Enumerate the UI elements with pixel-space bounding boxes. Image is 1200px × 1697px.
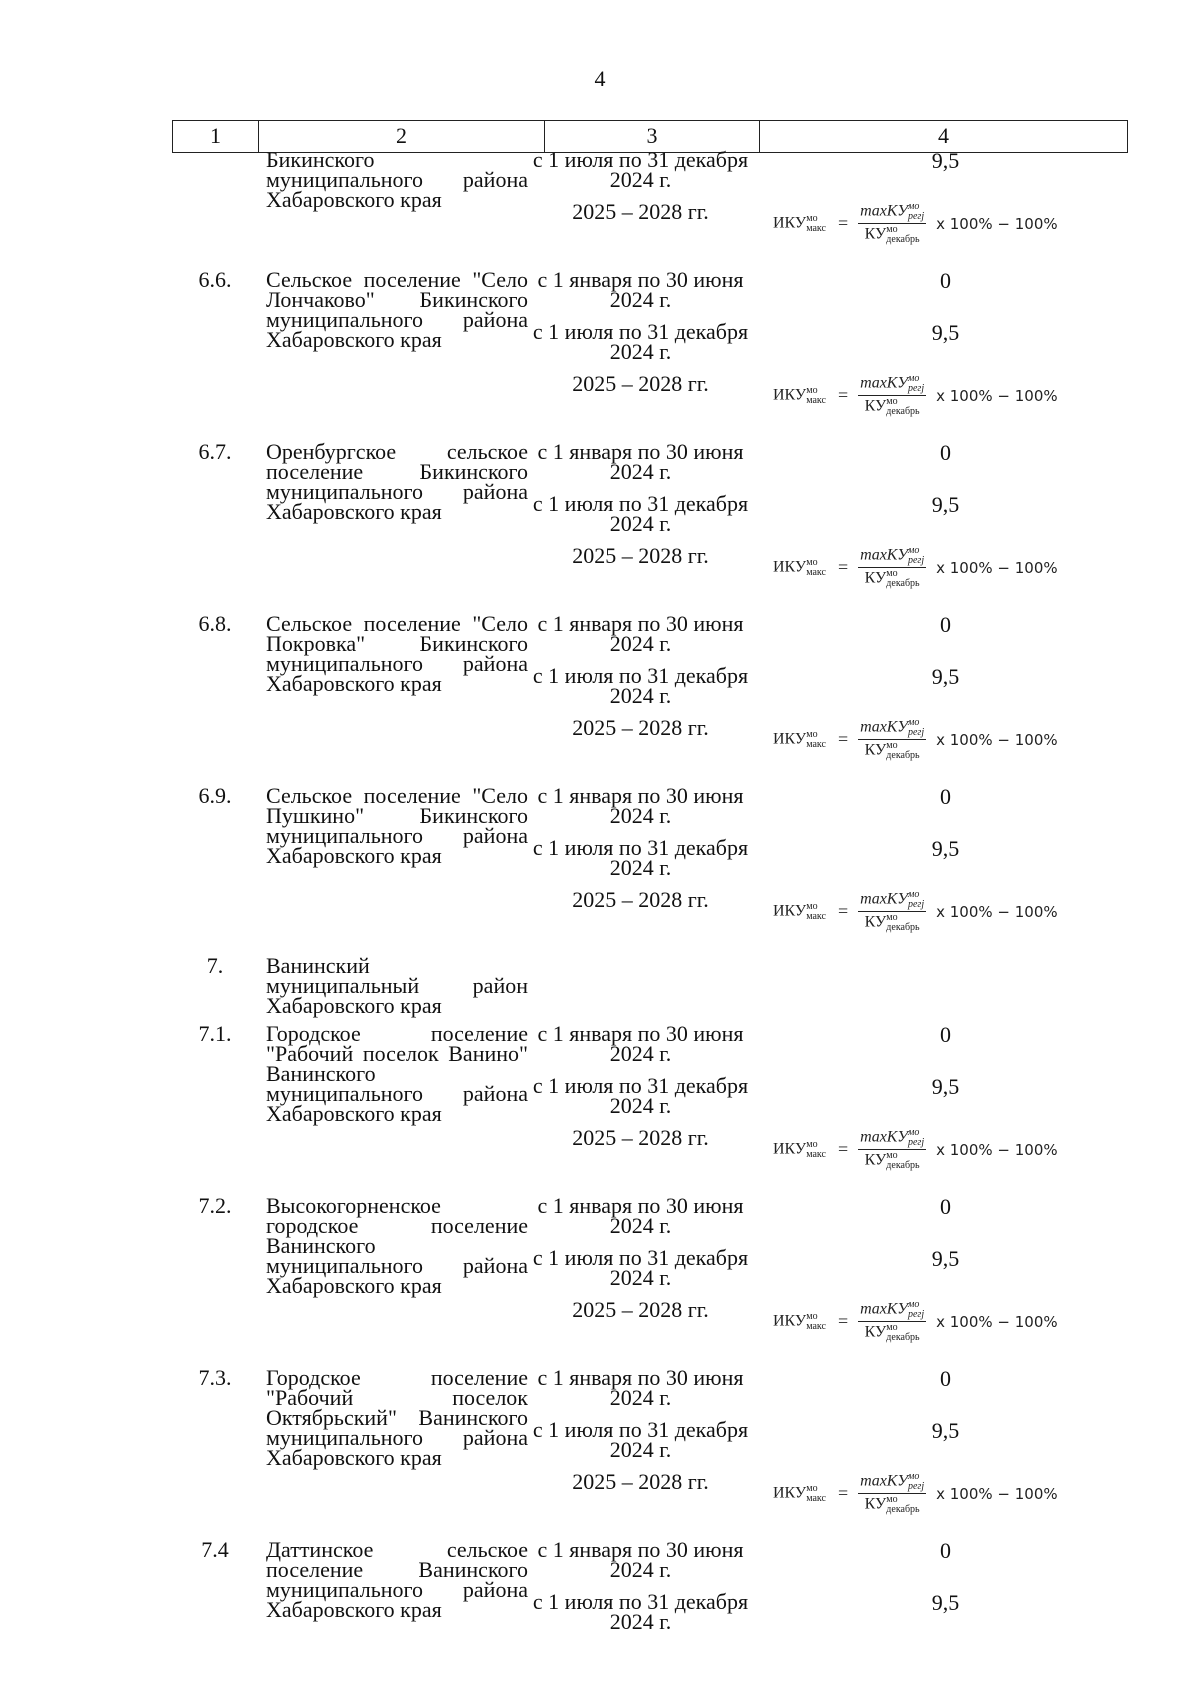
formula-num-main: КУ	[886, 202, 908, 220]
period-value: 9,5	[931, 664, 960, 689]
formula-num-sup: мо	[907, 545, 920, 556]
formula-den-sup: мо	[886, 1494, 898, 1505]
formula-den-sup: мо	[886, 912, 898, 923]
formula-lhs-indices	[806, 386, 826, 406]
formula-denominator	[865, 1150, 920, 1171]
period-value: 9,5	[931, 1418, 960, 1443]
formula-lhs	[773, 214, 826, 234]
value-formula-cell	[759, 546, 1128, 606]
formula-lhs-sup: мо	[806, 1482, 818, 1494]
formula-num-main: КУ	[886, 890, 908, 908]
formula-num-sub: регj	[907, 1481, 925, 1492]
formula-lhs-indices	[806, 1484, 826, 1504]
row-number: 6.8.	[198, 611, 232, 636]
formula-num-prefix: max	[860, 546, 887, 564]
formula-lhs-sup: мо	[806, 212, 818, 224]
formula-fraction	[858, 890, 926, 933]
formula-num-prefix: max	[860, 1472, 887, 1490]
formula-num-sub: регj	[907, 211, 925, 222]
period-value: 0	[940, 1538, 951, 1563]
formula-num-sub: регj	[907, 1137, 925, 1148]
period-text: с 1 июля по 31 декабря 2024 г.	[532, 1073, 749, 1118]
formula-lhs-sup: мо	[806, 556, 818, 568]
formula-lhs-sup: мо	[806, 900, 818, 912]
header-col-4: 4	[938, 123, 949, 148]
row-values	[759, 1368, 1128, 1532]
formula-num-main: КУ	[886, 718, 908, 736]
period-value: 9,5	[931, 836, 960, 861]
formula-num-main: КУ	[886, 1472, 908, 1490]
formula-num-main: КУ	[886, 1300, 908, 1318]
formula-den-main: КУ	[864, 913, 887, 931]
formula-num-main: КУ	[886, 1128, 908, 1146]
period-text: 2025 – 2028 гг.	[572, 371, 709, 396]
formula-den-main: КУ	[864, 1495, 887, 1513]
formula-ikumax	[773, 1472, 1058, 1515]
formula-equals: =	[837, 729, 849, 749]
formula-equals: =	[837, 557, 849, 577]
row-municipality-name: Высокогорненское городское поселение Ванинского муниципального района Хабаровского края	[266, 1193, 528, 1298]
formula-num-prefix: max	[860, 1128, 887, 1146]
table-body	[172, 147, 1128, 1644]
period-text: с 1 июля по 31 декабря 2024 г.	[532, 319, 749, 364]
formula-lhs-indices	[806, 558, 826, 578]
formula-fraction	[858, 1128, 926, 1171]
formula-lhs-indices	[806, 1140, 826, 1160]
period-value: 0	[940, 784, 951, 809]
row-municipality-name: Даттинское сельское поселение Ванинского муниципального района Хабаровского края	[266, 1537, 528, 1622]
period-value: 0	[940, 1194, 951, 1219]
value-formula-cell	[759, 1472, 1128, 1532]
formula-num-indices	[908, 1128, 924, 1148]
period-value: 0	[940, 440, 951, 465]
table-row	[172, 1021, 1128, 1188]
formula-denominator	[865, 1494, 920, 1515]
table-row	[172, 1193, 1128, 1360]
formula-den-sub: декабрь	[886, 234, 920, 245]
formula-lhs-main: ИКУ	[773, 902, 807, 920]
period-value: 9,5	[931, 1590, 960, 1615]
value-formula-cell	[759, 1300, 1128, 1360]
row-periods	[528, 611, 759, 778]
formula-fraction	[858, 202, 926, 245]
formula-lhs	[773, 386, 826, 406]
row-municipality-name: Ванинский муниципальный район Хабаровского края	[266, 953, 528, 1018]
row-periods	[528, 1193, 759, 1360]
row-number: 7.1.	[198, 1021, 232, 1046]
formula-tail: x 100% − 100%	[936, 1140, 1058, 1159]
formula-den-sup: мо	[886, 224, 898, 235]
row-number: 6.6.	[198, 267, 232, 292]
table-row	[172, 439, 1128, 606]
table-row	[172, 1537, 1128, 1644]
formula-ikumax	[773, 718, 1058, 761]
period-text: 2025 – 2028 гг.	[572, 199, 709, 224]
formula-denominator	[865, 912, 920, 933]
row-periods	[528, 1537, 759, 1644]
formula-den-indices	[886, 225, 919, 245]
row-periods	[528, 956, 759, 1016]
period-text: с 1 января по 30 июня 2024 г.	[537, 1365, 744, 1410]
formula-den-sub: декабрь	[886, 1332, 920, 1343]
period-text: с 1 июля по 31 декабря 2024 г.	[532, 1417, 749, 1462]
row-municipality-name: Бикинского муниципального района Хабаровского края	[266, 147, 528, 212]
row-values	[759, 1196, 1128, 1360]
period-text: с 1 июля по 31 декабря 2024 г.	[532, 663, 749, 708]
header-col-1: 1	[173, 121, 259, 152]
formula-lhs-indices	[806, 730, 826, 750]
formula-num-indices	[908, 1472, 924, 1492]
formula-numerator	[858, 546, 926, 567]
table-row	[172, 147, 1128, 262]
formula-num-indices	[908, 890, 924, 910]
formula-lhs-sub: макс	[806, 1148, 826, 1160]
formula-tail: x 100% − 100%	[936, 1312, 1058, 1331]
formula-numerator	[858, 1128, 926, 1149]
formula-num-sup: мо	[907, 1299, 920, 1310]
formula-num-indices	[908, 374, 924, 394]
formula-den-sub: декабрь	[886, 1160, 920, 1171]
formula-lhs-main: ИКУ	[773, 1312, 807, 1330]
formula-lhs-main: ИКУ	[773, 558, 807, 576]
formula-num-indices	[908, 546, 924, 566]
formula-lhs-indices	[806, 214, 826, 234]
formula-num-indices	[908, 1300, 924, 1320]
period-text: 2025 – 2028 гг.	[572, 715, 709, 740]
period-value: 9,5	[931, 1246, 960, 1271]
formula-ikumax	[773, 1128, 1058, 1171]
formula-lhs-sup: мо	[806, 728, 818, 740]
row-municipality-name: Сельское поселение "Село Покровка" Бикинского муниципального района Хабаровского края	[266, 611, 528, 696]
formula-lhs-main: ИКУ	[773, 1484, 807, 1502]
formula-den-indices	[886, 741, 919, 761]
row-number: 7.4	[201, 1537, 229, 1562]
formula-den-sub: декабрь	[886, 750, 920, 761]
formula-den-sub: декабрь	[886, 922, 920, 933]
formula-num-main: КУ	[886, 374, 908, 392]
row-number: 7.3.	[198, 1365, 232, 1390]
formula-den-sub: декабрь	[886, 578, 920, 589]
formula-den-sup: мо	[886, 740, 898, 751]
formula-den-indices	[886, 569, 919, 589]
formula-tail: x 100% − 100%	[936, 386, 1058, 405]
formula-den-indices	[886, 1151, 919, 1171]
period-text: с 1 января по 30 июня 2024 г.	[537, 1193, 744, 1238]
formula-den-indices	[886, 1323, 919, 1343]
formula-lhs-sub: макс	[806, 566, 826, 578]
formula-lhs	[773, 1484, 826, 1504]
period-text: с 1 января по 30 июня 2024 г.	[537, 1537, 744, 1582]
formula-num-sup: мо	[907, 889, 920, 900]
formula-ikumax	[773, 890, 1058, 933]
formula-numerator	[858, 1300, 926, 1321]
formula-num-sup: мо	[907, 1471, 920, 1482]
row-values	[759, 150, 1128, 262]
formula-num-prefix: max	[860, 374, 887, 392]
formula-num-sub: регj	[907, 899, 925, 910]
formula-lhs-sup: мо	[806, 1138, 818, 1150]
formula-fraction	[858, 718, 926, 761]
formula-lhs-sup: мо	[806, 384, 818, 396]
value-formula-cell	[759, 890, 1128, 950]
formula-num-prefix: max	[860, 1300, 887, 1318]
formula-denominator	[865, 396, 920, 417]
formula-tail: x 100% − 100%	[936, 730, 1058, 749]
formula-lhs	[773, 730, 826, 750]
formula-lhs-main: ИКУ	[773, 386, 807, 404]
formula-den-main: КУ	[864, 225, 887, 243]
formula-lhs	[773, 902, 826, 922]
formula-num-sub: регj	[907, 727, 925, 738]
formula-den-main: КУ	[864, 1323, 887, 1341]
formula-equals: =	[837, 1311, 849, 1331]
period-value: 9,5	[931, 1074, 960, 1099]
period-text: с 1 января по 30 июня 2024 г.	[537, 1021, 744, 1066]
table-row	[172, 267, 1128, 434]
formula-den-main: КУ	[864, 569, 887, 587]
period-text: с 1 января по 30 июня 2024 г.	[537, 783, 744, 828]
row-periods	[528, 147, 759, 262]
value-formula-cell	[759, 202, 1128, 262]
period-text: с 1 января по 30 июня 2024 г.	[537, 611, 744, 656]
row-periods	[528, 267, 759, 434]
formula-ikumax	[773, 1300, 1058, 1343]
row-number: 6.7.	[198, 439, 232, 464]
row-municipality-name: Сельское поселение "Село Лончаково" Бикинского муниципального района Хабаровского края	[266, 267, 528, 352]
formula-equals: =	[837, 1139, 849, 1159]
row-municipality-name: Городское поселение "Рабочий поселок Октябрьский" Ванинского муниципального района Хабаровского края	[266, 1365, 528, 1470]
period-value: 0	[940, 268, 951, 293]
formula-lhs-sub: макс	[806, 1320, 826, 1332]
formula-numerator	[858, 718, 926, 739]
formula-lhs	[773, 1312, 826, 1332]
period-text: 2025 – 2028 гг.	[572, 1125, 709, 1150]
formula-lhs-sup: мо	[806, 1310, 818, 1322]
formula-num-indices	[908, 718, 924, 738]
period-value: 0	[940, 1022, 951, 1047]
formula-lhs-sub: макс	[806, 222, 826, 234]
period-text: 2025 – 2028 гг.	[572, 543, 709, 568]
period-text: с 1 января по 30 июня 2024 г.	[537, 267, 744, 312]
formula-fraction	[858, 546, 926, 589]
formula-den-sup: мо	[886, 1150, 898, 1161]
table-row	[172, 953, 1128, 1018]
formula-equals: =	[837, 901, 849, 921]
formula-den-indices	[886, 1495, 919, 1515]
value-formula-cell	[759, 374, 1128, 434]
formula-den-main: КУ	[864, 1151, 887, 1169]
formula-num-sub: регj	[907, 555, 925, 566]
formula-num-sub: регj	[907, 383, 925, 394]
formula-num-indices	[908, 202, 924, 222]
formula-num-prefix: max	[860, 890, 887, 908]
row-values	[759, 270, 1128, 434]
formula-fraction	[858, 374, 926, 417]
period-text: 2025 – 2028 гг.	[572, 1297, 709, 1322]
formula-ikumax	[773, 546, 1058, 589]
row-periods	[528, 439, 759, 606]
row-municipality-name: Оренбургское сельское поселение Бикинского муниципального района Хабаровского края	[266, 439, 528, 524]
period-value: 0	[940, 612, 951, 637]
formula-denominator	[865, 568, 920, 589]
formula-lhs-sub: макс	[806, 910, 826, 922]
row-values	[759, 1540, 1128, 1644]
row-periods	[528, 1365, 759, 1532]
period-text: с 1 июля по 31 декабря 2024 г.	[532, 147, 749, 192]
formula-den-sup: мо	[886, 396, 898, 407]
row-values	[759, 786, 1128, 950]
formula-den-sup: мо	[886, 568, 898, 579]
formula-num-main: КУ	[886, 546, 908, 564]
row-number: 6.9.	[198, 783, 232, 808]
formula-lhs-sub: макс	[806, 1492, 826, 1504]
formula-num-sup: мо	[907, 1127, 920, 1138]
formula-num-prefix: max	[860, 718, 887, 736]
formula-equals: =	[837, 213, 849, 233]
formula-denominator	[865, 1322, 920, 1343]
formula-num-sup: мо	[907, 717, 920, 728]
row-periods	[528, 783, 759, 950]
period-text: с 1 июля по 31 декабря 2024 г.	[532, 491, 749, 536]
formula-den-sub: декабрь	[886, 1504, 920, 1515]
period-text: с 1 января по 30 июня 2024 г.	[537, 439, 744, 484]
value-formula-cell	[759, 1128, 1128, 1188]
formula-denominator	[865, 224, 920, 245]
formula-den-indices	[886, 913, 919, 933]
formula-numerator	[858, 202, 926, 223]
formula-tail: x 100% − 100%	[936, 558, 1058, 577]
period-text: 2025 – 2028 гг.	[572, 887, 709, 912]
formula-fraction	[858, 1300, 926, 1343]
period-value: 0	[940, 1366, 951, 1391]
formula-ikumax	[773, 202, 1058, 245]
formula-tail: x 100% − 100%	[936, 902, 1058, 921]
formula-numerator	[858, 374, 926, 395]
formula-lhs-indices	[806, 902, 826, 922]
row-number: 7.	[206, 953, 224, 978]
formula-den-sup: мо	[886, 1322, 898, 1333]
period-value: 9,5	[931, 148, 960, 173]
period-text: с 1 июля по 31 декабря 2024 г.	[532, 1589, 749, 1634]
formula-lhs-sub: макс	[806, 394, 826, 406]
value-formula-cell	[759, 718, 1128, 778]
formula-equals: =	[837, 1483, 849, 1503]
row-municipality-name: Сельское поселение "Село Пушкино" Бикинского муниципального района Хабаровского края	[266, 783, 528, 868]
formula-lhs-sub: макс	[806, 738, 826, 750]
row-periods	[528, 1021, 759, 1188]
formula-lhs-main: ИКУ	[773, 730, 807, 748]
period-text: с 1 июля по 31 декабря 2024 г.	[532, 1245, 749, 1290]
formula-denominator	[865, 740, 920, 761]
table-row	[172, 611, 1128, 778]
formula-den-main: КУ	[864, 741, 887, 759]
formula-lhs-main: ИКУ	[773, 214, 807, 232]
period-text: 2025 – 2028 гг.	[572, 1469, 709, 1494]
formula-tail: x 100% − 100%	[936, 214, 1058, 233]
row-values	[759, 1024, 1128, 1188]
row-number: 7.2.	[198, 1193, 232, 1218]
table-row	[172, 1365, 1128, 1532]
formula-lhs-indices	[806, 1312, 826, 1332]
row-municipality-name: Городское поселение "Рабочий поселок Ванино" Ванинского муниципального района Хабаровского края	[266, 1021, 528, 1126]
table-row	[172, 783, 1128, 950]
formula-numerator	[858, 1472, 926, 1493]
formula-den-sub: декабрь	[886, 406, 920, 417]
header-col-2: 2	[259, 121, 545, 152]
formula-den-main: КУ	[864, 397, 887, 415]
formula-fraction	[858, 1472, 926, 1515]
formula-num-prefix: max	[860, 202, 887, 220]
formula-lhs	[773, 1140, 826, 1160]
period-value: 9,5	[931, 320, 960, 345]
formula-ikumax	[773, 374, 1058, 417]
formula-lhs	[773, 558, 826, 578]
formula-numerator	[858, 890, 926, 911]
page-number: 4	[594, 66, 606, 91]
row-values	[759, 442, 1128, 606]
formula-num-sub: регj	[907, 1309, 925, 1320]
formula-den-indices	[886, 397, 919, 417]
formula-equals: =	[837, 385, 849, 405]
formula-num-sup: мо	[907, 373, 920, 384]
period-text: с 1 июля по 31 декабря 2024 г.	[532, 835, 749, 880]
period-value: 9,5	[931, 492, 960, 517]
row-values	[759, 614, 1128, 778]
formula-lhs-main: ИКУ	[773, 1140, 807, 1158]
formula-tail: x 100% − 100%	[936, 1484, 1058, 1503]
formula-num-sup: мо	[907, 201, 920, 212]
header-col-3: 3	[545, 121, 760, 152]
